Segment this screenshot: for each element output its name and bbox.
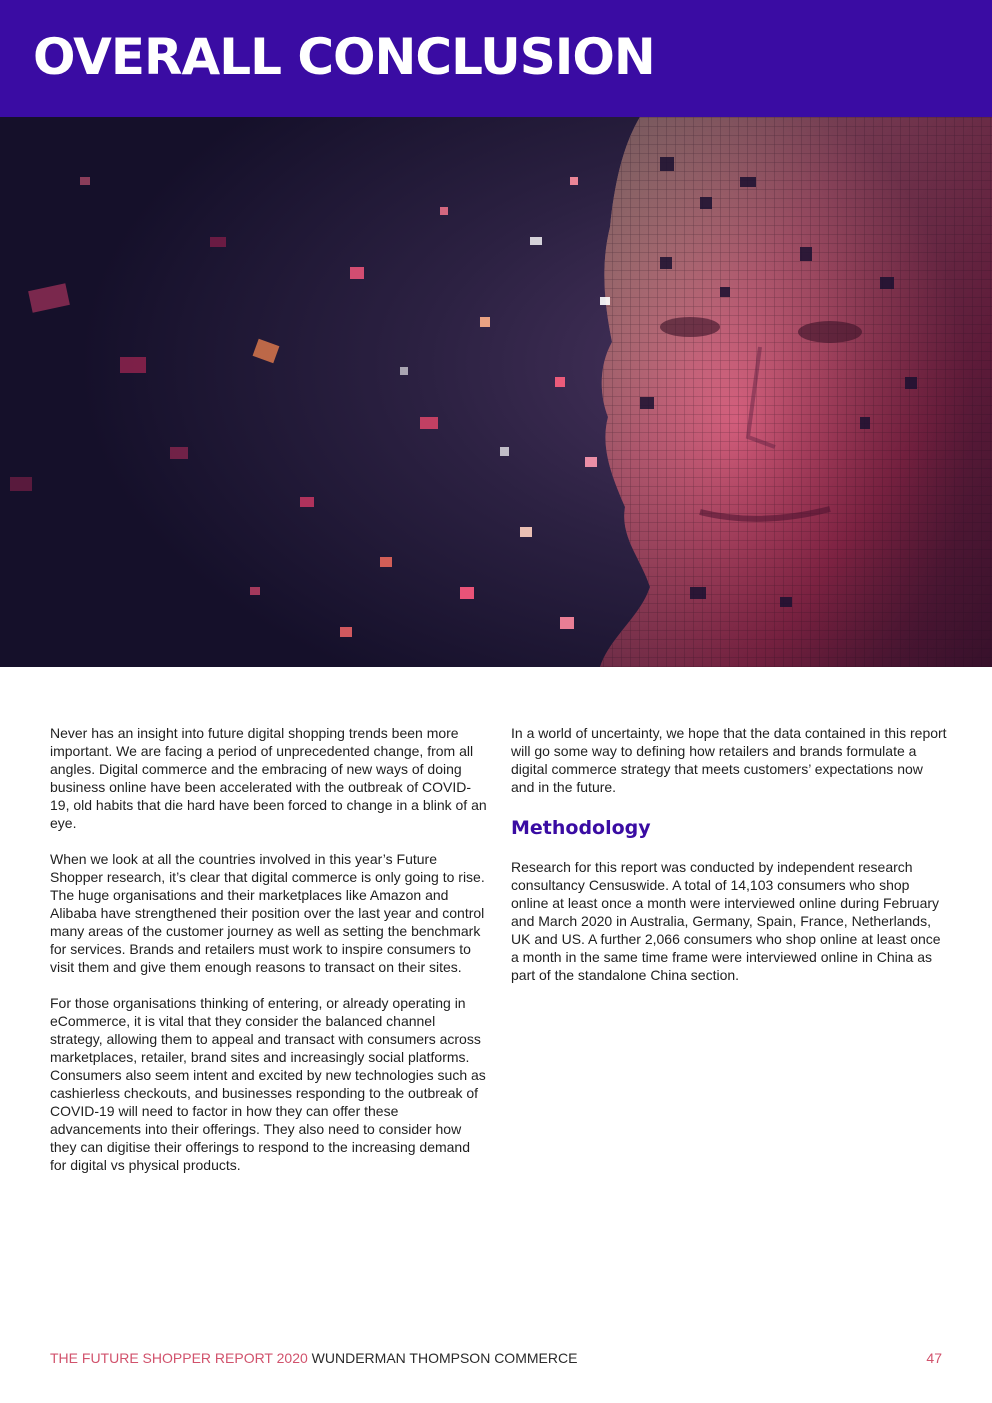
digital-face-illustration-icon — [0, 117, 992, 667]
page-number: 47 — [926, 1350, 942, 1366]
page-title: OVERALL CONCLUSION — [33, 28, 655, 86]
strategy-paragraph: For those organisations thinking of entering, or already operating in eCommerce, it is vital that they consider the balanced channel strategy, allowing them to appeal and transact with consumers across marketplaces, retailer, brand sites and increasingly social platforms. Consumers also seem intent and excited by new technologies such as cashierless checkouts, and businesses responding to the outbreak of COVID-19 will need to factor in how they can offer these advancements into their offerings. They also need to consider how they can digitise their offerings to respond to the increasing demand for digital vs physical products. — [50, 995, 486, 1173]
uncertainty-paragraph: In a world of uncertainty, we hope that the data contained in this report will go some way to defining how retailers and brands formulate a digital commerce strategy that meets customers’ expectations now and in the future. — [511, 725, 947, 795]
footer-company: WUNDERMAN THOMPSON COMMERCE — [311, 1350, 578, 1366]
methodology-heading: Methodology — [511, 817, 651, 839]
countries-paragraph: When we look at all the countries involved in this year’s Future Shopper research, it’s clear that digital commerce is only going to rise. The huge organisations and their marketplaces like Amazon and Alibaba have strengthened their position over the last year and control many areas of the customer journey as well as setting the benchmark for services. Brands and retailers must work to inspire consumers to visit them and give them enough reasons to transact on their sites. — [50, 851, 485, 975]
methodology-paragraph: Research for this report was conducted by independent research consultancy Censuswide. A total of 14,103 consumers who shop online at least once a month were interviewed online during February and March 2020 in Australia, Germany, Spain, France, Netherlands, UK and US. A further 2,066 consumers who shop online at least once a month in the same time frame were interviewed online in China as part of the standalone China section. — [511, 859, 941, 983]
left-column — [50, 724, 490, 1192]
hero-image — [0, 117, 992, 667]
right-column — [511, 724, 947, 1002]
page-header — [0, 0, 992, 117]
footer-report-name: THE FUTURE SHOPPER REPORT 2020 — [50, 1350, 308, 1366]
intro-paragraph: Never has an insight into future digital shopping trends been more important. We are facing a period of unprecedented change, from all angles. Digital commerce and the embracing of new ways of doing business online have been accelerated with the outbreak of COVID-19, old habits that die hard have been forced to change in a blink of an eye. — [50, 725, 487, 831]
page-footer — [50, 1349, 942, 1367]
